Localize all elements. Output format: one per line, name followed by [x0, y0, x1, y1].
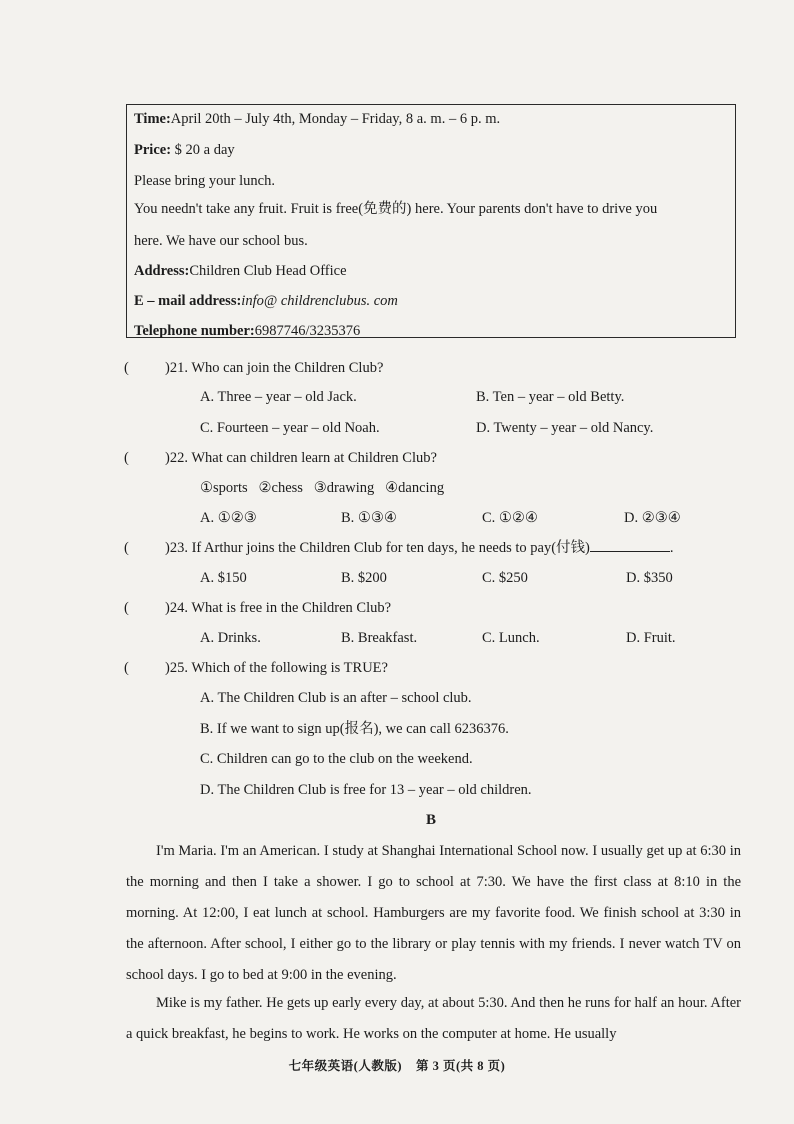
lunch-line: Please bring your lunch.	[134, 173, 275, 189]
question-21: )21. Who can join the Children Club?	[165, 360, 384, 376]
time-line	[134, 110, 500, 128]
answer-blank-23	[590, 539, 670, 552]
phone-line	[134, 322, 360, 340]
option-21-d: D. Twenty – year – old Nancy.	[476, 420, 654, 436]
answer-paren-25: (	[124, 660, 129, 676]
option-21-a: A. Three – year – old Jack.	[200, 389, 357, 405]
answer-paren-22: (	[124, 450, 129, 466]
option-24-c: C. Lunch.	[482, 630, 540, 646]
address-value: Children Club Head Office	[189, 263, 347, 279]
option-23-a: A. $150	[200, 570, 247, 586]
passage-paragraph-1	[126, 836, 741, 991]
question-25: )25. Which of the following is TRUE?	[165, 660, 388, 676]
footer-subject: 七年级英语(人教版)	[288, 1059, 402, 1073]
question-22-items: ①sports ②chess ③drawing ④dancing	[200, 480, 445, 496]
time-value: April 20th – July 4th, Monday – Friday, 8 a. m. – 6 p. m.	[170, 111, 501, 127]
time-label: Time:	[134, 111, 171, 127]
question-24: )24. What is free in the Children Club?	[165, 600, 392, 616]
passage-paragraph-2	[126, 988, 741, 1050]
price-value: $ 20 a day	[171, 142, 235, 158]
address-line	[134, 262, 347, 280]
option-21-b: B. Ten – year – old Betty.	[476, 389, 625, 405]
option-24-a: A. Drinks.	[200, 630, 261, 646]
fruit-line-1: You needn't take any fruit. Fruit is free(免费的) here. Your parents don't have to drive you	[134, 201, 658, 217]
price-line	[134, 141, 235, 159]
price-label: Price:	[134, 142, 172, 158]
option-22-d: D. ②③④	[624, 510, 681, 526]
email-label: E – mail address:	[134, 293, 242, 309]
option-23-b: B. $200	[341, 570, 387, 586]
page-footer	[0, 1056, 794, 1074]
option-22-c: C. ①②④	[482, 510, 538, 526]
question-23-line: )23. If Arthur joins the Children Club for ten days, he needs to pay(付钱) .	[165, 540, 674, 556]
question-22: )22. What can children learn at Children Club?	[165, 450, 437, 466]
option-22-b: B. ①③④	[341, 510, 397, 526]
answer-paren-23: (	[124, 540, 129, 556]
email-value: info@ childrenclubus. com	[241, 293, 398, 309]
phone-value: 6987746/3235376	[254, 323, 361, 339]
answer-paren-24: (	[124, 600, 129, 616]
option-25-b: B. If we want to sign up(报名), we can call 6236376.	[200, 721, 509, 737]
phone-label: Telephone number:	[134, 323, 255, 339]
answer-paren-21: (	[124, 360, 129, 376]
option-25-c: C. Children can go to the club on the weekend.	[200, 751, 473, 767]
option-24-d: D. Fruit.	[626, 630, 676, 646]
option-21-c: C. Fourteen – year – old Noah.	[200, 420, 380, 436]
fruit-line-2: here. We have our school bus.	[134, 233, 308, 249]
footer-page-number: 第 3 页(共 8 页)	[416, 1059, 506, 1073]
question-23: )23. If Arthur joins the Children Club for ten days, he needs to pay(付钱)	[165, 540, 590, 556]
option-25-a: A. The Children Club is an after – school club.	[200, 690, 472, 706]
section-heading-b: B	[426, 812, 437, 828]
option-25-d: D. The Children Club is free for 13 – year – old children.	[200, 782, 532, 798]
passage-paragraph-2-text: Mike is my father. He gets up early every day, at about 5:30. And then he runs for half an hour. After a quick breakfast, he begins to work. He works on the computer at home. He usually	[126, 995, 741, 1042]
option-24-b: B. Breakfast.	[341, 630, 418, 646]
option-23-d: D. $350	[626, 570, 673, 586]
passage-paragraph-1-text: I'm Maria. I'm an American. I study at Shanghai International School now. I usually get up at 6:30 in the morning and then I take a shower. I go to school at 7:30. We have the first class at 8:10 in the morning. At 12:00, I eat lunch at school. Hamburgers are my favorite food. We finish school at 3:30 in the afternoon. After school, I either go to the library or play tennis with my friends. I never watch TV on school days. I go to bed at 9:00 in the evening.	[126, 843, 741, 983]
option-22-a: A. ①②③	[200, 510, 257, 526]
address-label: Address:	[134, 263, 190, 279]
option-23-c: C. $250	[482, 570, 528, 586]
email-line	[134, 292, 398, 310]
